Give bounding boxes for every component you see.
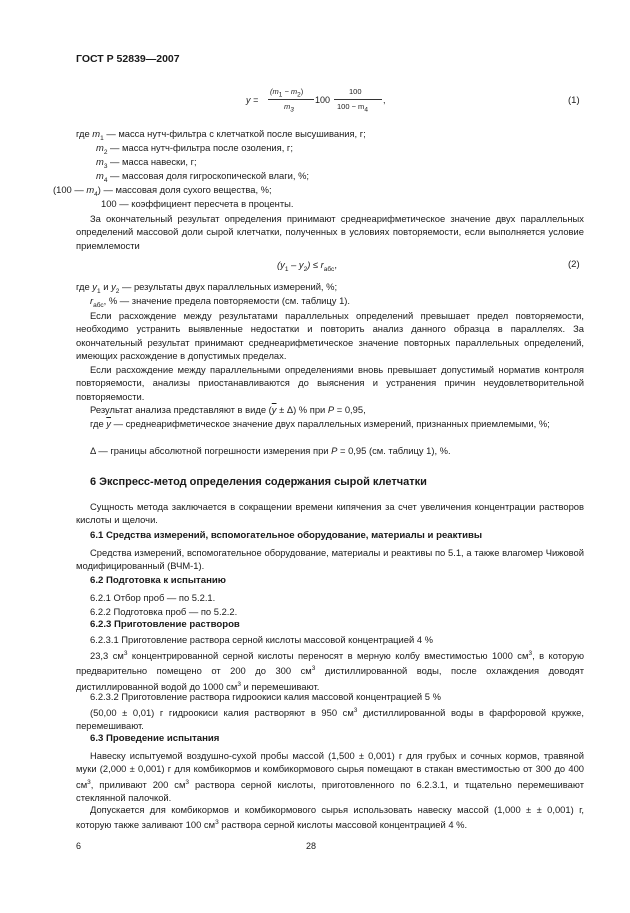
- paragraph-6-2-3-1: 23,3 $см^3$ концентрированной серной кислоты переносят в мерную колбу вместимостью 1000 $см^3$, в которую предварительно помещено от 200 до 300 $см^3$ дистиллированной воды, после охлаждения доводят дистиллированной водой до 1000 $см^3$ и перемешивают.: [76, 650, 584, 692]
- document-header: ГОСТ Р 52839—2007: [76, 53, 180, 65]
- formula-1: [246, 87, 396, 117]
- equation-number-1: (1): [568, 95, 580, 106]
- formula-denominator: $m_3$: [284, 102, 294, 114]
- formula-2: $(y_1 - y_2) \le r_{абс}$,: [277, 259, 337, 273]
- legend-row: $m_4$ — массовая доля гигроскопической влаги, %;: [96, 170, 310, 184]
- paragraph-6-1: Средства измерений, вспомогательное оборудование, материалы и реактивы по 5.1, а также влагомер Чижовой модифицированный (ВЧМ-1).: [76, 547, 584, 572]
- item-6-2-3-1: 6.2.3.1 Приготовление раствора серной кислоты массовой концентрацией 4 %: [90, 634, 433, 645]
- paragraph-result-form: Результат анализа представляют в виде $(\overline{y} \pm \Delta)$ % при P = 0,95,: [90, 404, 366, 415]
- formula-lhs: y =: [246, 95, 259, 105]
- fraction-bar: [268, 99, 314, 100]
- item-6-2-1: 6.2.1 Отбор проб — по 5.2.1.: [90, 592, 216, 603]
- footer-left: 6: [76, 841, 82, 851]
- equation-number-2: (2): [568, 259, 580, 270]
- formula-trail: ,: [383, 95, 386, 105]
- legend-row: 100 — коэффициент пересчета в проценты.: [101, 198, 294, 209]
- item-6-2-2: 6.2.2 Подготовка проб — по 5.2.2.: [90, 606, 238, 617]
- legend-row: где $m_1$ — масса нутч-фильтра с клетчаткой после высушивания, г;: [76, 128, 366, 142]
- formula-frac2-num: 100: [349, 87, 362, 96]
- formula-numerator: $(m_1 - m_2)$: [270, 87, 304, 99]
- paragraph-6-2-3-2: (50,00 ± 0,01) г гидроокиси калия растворяют в 950 $см^3$ дистиллированной воды в фарфоровой кружке, перемешивают.: [76, 707, 584, 732]
- formula-frac2-den: $100 - m_4$: [337, 102, 368, 114]
- legend2-row: $r_{абс}$, % — значение предела повторяемости (см. таблицу 1).: [90, 295, 351, 309]
- paragraph-mean: где $\overline{y}$ — среднеарифметическое значение двух параллельных измерений, признанных приемлемыми, %;: [90, 418, 550, 429]
- paragraph-6-3-2: Допускается для комбикормов и комбикормового сырья использовать навеску массой (1,000 ± ± 0,001) г, которую также заливают 100 $см^3$ раствора серной кислоты массовой концентрацией 4 %.: [76, 804, 584, 831]
- page-number: 28: [306, 841, 317, 851]
- section-6-2-3-title: 6.2.3 Приготовление растворов: [90, 619, 240, 630]
- paragraph-discrepancy: Если расхождение между результатами параллельных определений превышает предел повторяемости, необходимо устранить выявленные недостатки и повторить анализ данного образца в параллелях. За окончательный результат принимают среднеарифметическое значение повторных параллельных определений, имеющих расхождение в допустимых пределах.: [76, 310, 584, 361]
- legend-row: (100 — $m_4$) — массовая доля сухого вещества, %;: [53, 184, 272, 198]
- formula-mid: 100: [315, 95, 331, 105]
- legend2-row: где $y_1$ и $y_2$ — результаты двух параллельных измерений, %;: [76, 281, 338, 295]
- paragraph-essence: Сущность метода заключается в сокращении времени кипячения за счет увеличения концентрации растворов кислоты и щелочи.: [76, 501, 584, 526]
- section-6-title: 6 Экспресс-метод определения содержания сырой клетчатки: [90, 476, 427, 488]
- legend-row: $m_2$ — масса нутч-фильтра после озоления, г;: [96, 142, 293, 156]
- paragraph-result: За окончательный результат определения принимают среднеарифметическое значение двух параллельных определений массовой доли сырой клетчатки, полученных в условиях повторяемости, если выполняется условие приемлемости: [76, 213, 584, 251]
- section-6-2-title: 6.2 Подготовка к испытанию: [90, 575, 226, 586]
- legend-row: $m_3$ — масса навески, г;: [96, 156, 197, 170]
- paragraph-repeat: Если расхождение между параллельными определениями вновь превышает допустимый норматив контроля повторяемости, анализы приостанавливаются до выяснения и устранения причин неудовлетворительной повторяемости.: [76, 364, 584, 402]
- paragraph-delta: Δ — границы абсолютной погрешности измерения при P = 0,95 (см. таблицу 1), %.: [90, 445, 451, 456]
- item-6-2-3-2: 6.2.3.2 Приготовление раствора гидроокиси калия массовой концентрацией 5 %: [90, 691, 441, 702]
- fraction-bar-2: [334, 99, 382, 100]
- section-6-1-title: 6.1 Средства измерений, вспомогательное оборудование, материалы и реактивы: [90, 530, 483, 541]
- paragraph-6-3-1: Навеску испытуемой воздушно-сухой пробы массой (1,500 ± 0,001) г для грубых и сочных кормов, травяной муки (2,000 ± 0,001) г для комбикормов и комбикормового сырья помещают в стакан вместимостью от 300 до 400 $см^3$, приливают 200 $см^3$ раствора серной кислоты, приготовленного по 6.2.3.1, и тщательно перемешивают стеклянной палочкой.: [76, 750, 584, 804]
- section-6-3-title: 6.3 Проведение испытания: [90, 733, 220, 744]
